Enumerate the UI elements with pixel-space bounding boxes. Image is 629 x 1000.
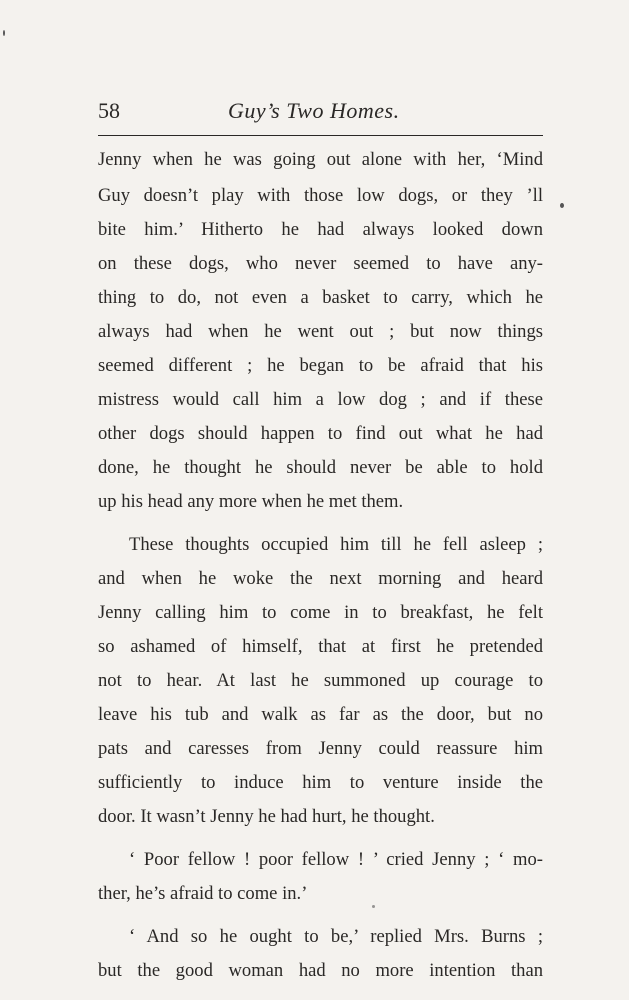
text-line: ther, he’s afraid to come in.’	[98, 883, 308, 904]
text-line: thing to do, not even a basket to carry, which he	[98, 287, 543, 308]
page-number: 58	[98, 98, 120, 123]
text-line: other dogs should happen to find out what he had	[98, 423, 543, 444]
text-line: seemed different ; he began to be afraid that his	[98, 355, 543, 376]
text-line: ‘ Poor fellow ! poor fellow ! ’ cried Jenny ; ‘ mo-	[129, 849, 543, 870]
text-line: pats and caresses from Jenny could reassure him	[98, 738, 543, 759]
page-header	[98, 98, 543, 128]
text-line: sufficiently to induce him to venture inside the	[98, 772, 543, 793]
text-line: Jenny when he was going out alone with her, ‘Mind	[98, 149, 543, 170]
text-line: up his head any more when he met them.	[98, 491, 404, 512]
paper-speck	[3, 30, 5, 36]
text-line: so ashamed of himself, that at first he pretended	[98, 636, 543, 657]
text-line: always had when he went out ; but now things	[98, 321, 543, 342]
text-line: Guy doesn’t play with those low dogs, or they ’ll	[98, 185, 543, 206]
text-line: mistress would call him a low dog ; and if these	[98, 389, 543, 410]
text-line: leave his tub and walk as far as the door, but no	[98, 704, 543, 725]
text-line: done, he thought he should never be able to hold	[98, 457, 543, 478]
text-line: not to hear. At last he summoned up courage to	[98, 670, 543, 691]
text-line: These thoughts occupied him till he fell asleep ;	[129, 534, 543, 555]
text-line: on these dogs, who never seemed to have any-	[98, 253, 543, 274]
header-rule	[98, 135, 543, 136]
paper-speck	[560, 203, 564, 208]
text-line: and when he woke the next morning and heard	[98, 568, 543, 589]
text-line: but the good woman had no more intention than	[98, 960, 543, 981]
text-line: ‘ And so he ought to be,’ replied Mrs. Burns ;	[129, 926, 543, 947]
running-title: Guy’s Two Homes.	[228, 98, 400, 123]
text-line: Jenny calling him to come in to breakfast, he felt	[98, 602, 543, 623]
text-line: door. It wasn’t Jenny he had hurt, he thought.	[98, 806, 435, 827]
text-line: bite him.’ Hitherto he had always looked down	[98, 219, 543, 240]
